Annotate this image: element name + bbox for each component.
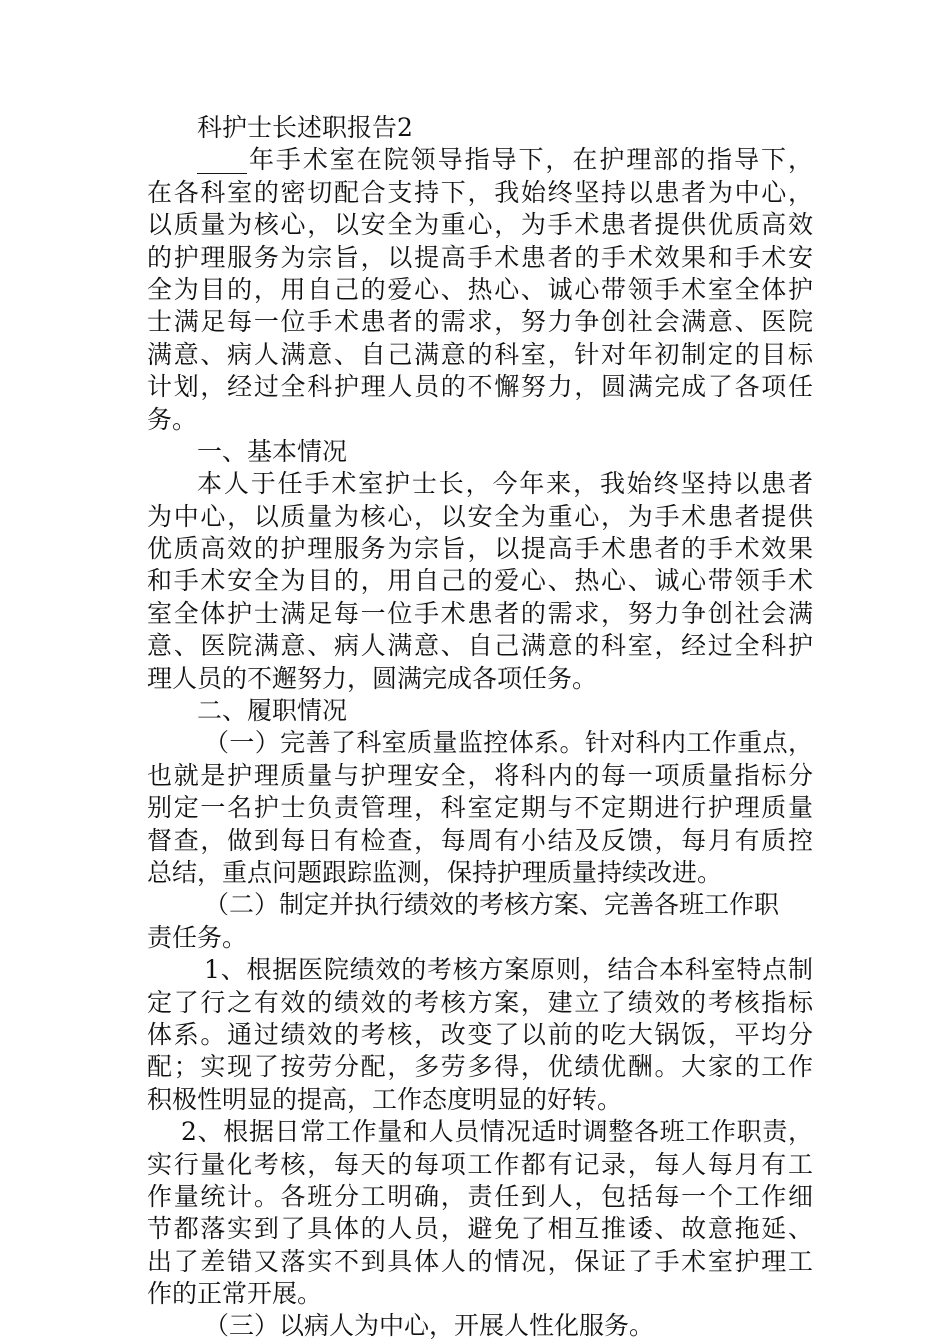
text-line: 全为目的，用自己的爱心、热心、诚心带领手术室全体护	[147, 274, 813, 304]
text-line: （三）以病人为中心，开展人性化服务。	[204, 1311, 655, 1341]
text-line: （一）完善了科室质量监控体系。针对科内工作重点，	[204, 728, 813, 758]
text-line: 务。	[147, 404, 198, 434]
text-line: 总结，重点问题跟踪监测，保持护理质量持续改进。	[147, 857, 723, 887]
text-line: 以质量为核心，以安全为重心，为手术患者提供优质高效	[147, 210, 813, 240]
text-line: 作的正常开展。	[147, 1279, 323, 1309]
text-line: 优质高效的护理服务为宗旨，以提高手术患者的手术效果	[147, 534, 813, 564]
text-line: 士满足每一位手术患者的需求，努力争创社会满意、医院	[147, 307, 813, 337]
text-line: 出了差错又落实不到具体人的情况，保证了手术室护理工	[147, 1246, 813, 1276]
text-line: 为中心，以质量为核心，以安全为重心，为手术患者提供	[147, 501, 813, 531]
text-line: 体系。通过绩效的考核，改变了以前的吃大锅饭，平均分	[147, 1019, 813, 1049]
text-line: 配；实现了按劳分配，多劳多得，优绩优酬。大家的工作	[147, 1052, 813, 1082]
text-line: 定了行之有效的绩效的考核方案，建立了绩效的考核指标	[147, 987, 813, 1017]
text-line: 满意、病人满意、自己满意的科室，针对年初制定的目标	[147, 339, 813, 369]
text-line: 也就是护理质量与护理安全，将科内的每一项质量指标分	[147, 760, 813, 790]
text-line: 一、基本情况	[197, 436, 348, 466]
text-line: 室全体护士满足每一位手术患者的需求，努力争创社会满	[147, 598, 813, 628]
text-line: 在各科室的密切配合支持下，我始终坚持以患者为中心，	[147, 177, 813, 207]
text-line: 作量统计。各班分工明确，责任到人，包括每一个工作细	[147, 1181, 813, 1211]
text-line: 本人于任手术室护士长，今年来，我始终坚持以患者	[197, 469, 813, 499]
text-line: 理人员的不邂努力，圆满完成各项任务。	[147, 663, 598, 693]
text-line: 的护理服务为宗旨，以提高手术患者的手术效果和手术安	[147, 242, 813, 272]
text-line: 积极性明显的提高，工作态度明显的好转。	[147, 1084, 623, 1114]
text-line: 意、医院满意、病人满意、自己满意的科室，经过全科护	[147, 631, 813, 661]
document-title: 科护士长述职报告2	[197, 113, 413, 142]
text-line: 责任务。	[147, 922, 248, 952]
text-line: 节都落实到了具体的人员，避免了相互推诿、故意拖延、	[147, 1214, 813, 1244]
text-line: 实行量化考核，每天的每项工作都有记录，每人每月有工	[147, 1149, 813, 1179]
text-line: 督查，做到每日有检查，每周有小结及反馈，每月有质控	[147, 825, 813, 855]
document-body	[147, 112, 813, 1343]
text-line: （二）制定并执行绩效的考核方案、完善各班工作职	[204, 890, 780, 920]
text-line: 1、根据医院绩效的考核方案原则，结合本科室特点制	[204, 955, 813, 985]
text-line: 和手术安全为目的，用自己的爱心、热心、诚心带领手术	[147, 566, 813, 596]
text-line: 别定一名护士负责管理，科室定期与不定期进行护理质量	[147, 793, 813, 823]
text-line: 计划，经过全科护理人员的不懈努力，圆满完成了各项任	[147, 372, 813, 402]
paragraph-lines	[147, 144, 813, 1342]
text-line: ____年手术室在院领导指导下，在护理部的指导下，	[197, 145, 813, 175]
text-line: 2、根据日常工作量和人员情况适时调整各班工作职责，	[181, 1117, 813, 1147]
text-line: 二、履职情况	[197, 696, 348, 726]
